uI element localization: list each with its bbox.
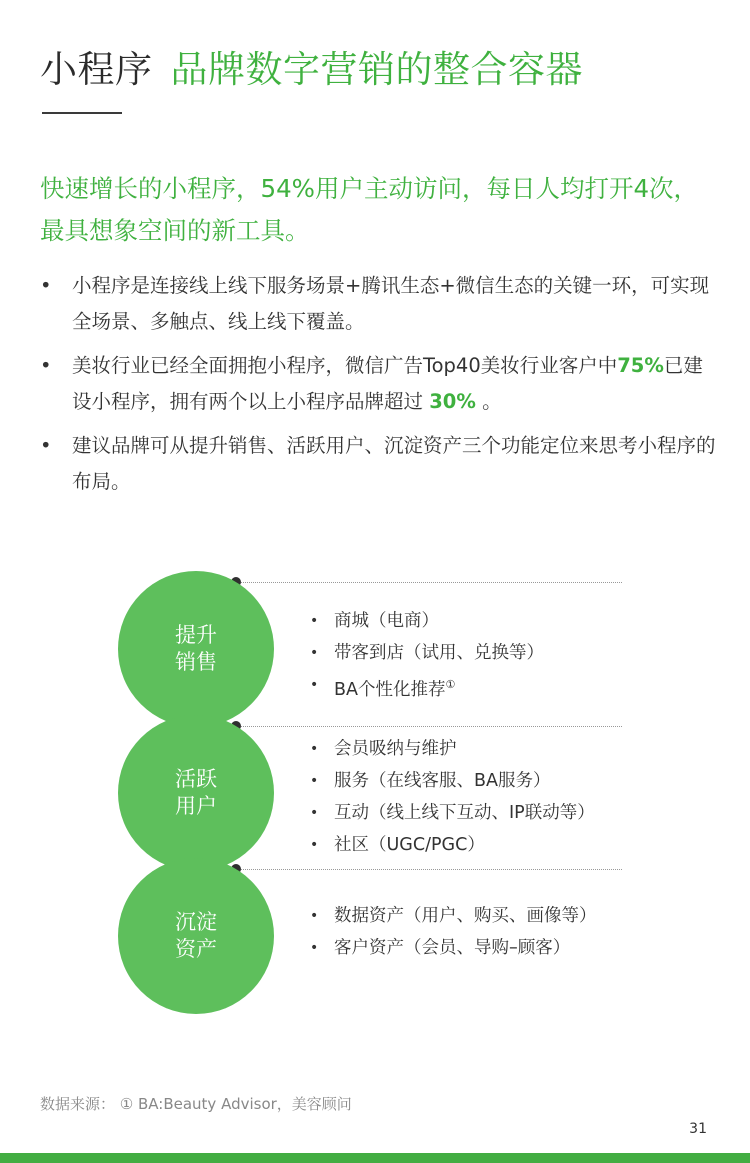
item-text: 社区（UGC/PGC）: [334, 835, 485, 855]
bullet-marker: •: [310, 940, 319, 956]
bullet-marker: •: [40, 434, 52, 457]
list-item: [310, 669, 544, 706]
bullet-marker: •: [310, 677, 319, 693]
list-item: [310, 765, 595, 797]
bullet-marker: •: [310, 645, 319, 661]
bullet-item: [40, 348, 720, 420]
bullet-marker: •: [310, 837, 319, 853]
circle-accumulate-assets: [118, 858, 274, 1014]
items-boost-sales: [310, 605, 544, 706]
item-text: 互动（线上线下互动、IP联动等）: [334, 803, 595, 823]
title-underline: [42, 112, 122, 114]
title-main: 小程序: [40, 48, 153, 91]
bullet-marker: •: [310, 805, 319, 821]
circle-active-users: [118, 715, 274, 871]
list-item: [310, 733, 595, 765]
circle-label: 活跃: [175, 767, 217, 791]
bullet-list: [40, 268, 720, 508]
bullet-text: 已建设小程序，拥有两个以上小程序品牌超过: [72, 354, 703, 413]
list-item: [310, 637, 544, 669]
circle-label: 提升: [175, 623, 217, 647]
circle-label: 用户: [175, 794, 217, 818]
item-text: 会员吸纳与维护: [334, 739, 457, 759]
item-text: 客户资产（会员、导购–顾客）: [334, 938, 571, 958]
circle-label: 销售: [175, 650, 217, 674]
bullet-marker: •: [40, 274, 52, 297]
separator-line: [236, 582, 622, 583]
list-item: [310, 932, 597, 964]
list-item: [310, 900, 597, 932]
page-number: 31: [689, 1121, 707, 1137]
bottom-bar: [0, 1153, 750, 1163]
bullet-text: 。: [475, 390, 502, 413]
item-text: BA个性化推荐: [334, 679, 446, 700]
lead-paragraph: 快速增长的小程序，54%用户主动访问，每日人均打开4次，最具想象空间的新工具。: [40, 174, 699, 245]
list-item: [310, 605, 544, 637]
footnote-mark: ①: [445, 678, 456, 691]
page-title: [40, 44, 583, 96]
circle-label: 资产: [175, 937, 217, 961]
bullet-marker: •: [40, 354, 52, 377]
list-item: [310, 797, 595, 829]
highlight-30: 30%: [429, 390, 476, 413]
bullet-marker: •: [310, 908, 319, 924]
bullet-text: 美妆行业已经全面拥抱小程序，微信广告Top40美妆行业客户中: [72, 354, 618, 377]
title-accent: 品牌数字营销的整合容器: [170, 48, 583, 91]
separator-line: [236, 726, 622, 727]
item-text: 商城（电商）: [334, 611, 439, 631]
circle-boost-sales: [118, 571, 274, 727]
bullet-item: [40, 428, 720, 500]
list-item: [310, 829, 595, 861]
bullet-text: 建议品牌可从提升销售、活跃用户、沉淀资产三个功能定位来思考小程序的布局。: [72, 434, 716, 493]
bullet-marker: •: [310, 773, 319, 789]
item-text: 服务（在线客服、BA服务）: [334, 771, 551, 791]
bullet-marker: •: [310, 741, 319, 757]
bullet-text: 小程序是连接线上线下服务场景+腾讯生态+微信生态的关键一环，可实现全场景、多触点、线上线下覆盖。: [72, 274, 710, 333]
highlight-75: 75%: [617, 354, 664, 377]
circle-label: 沉淀: [175, 910, 217, 934]
item-text: 带客到店（试用、兑换等）: [334, 643, 544, 663]
source-note: 数据来源： ① BA:Beauty Advisor，美容顾问: [40, 1095, 352, 1113]
items-active-users: [310, 733, 595, 861]
bullet-item: [40, 268, 720, 340]
bullet-marker: •: [310, 613, 319, 629]
separator-line: [236, 869, 622, 870]
item-text: 数据资产（用户、购买、画像等）: [334, 906, 597, 926]
items-accumulate-assets: [310, 900, 597, 964]
